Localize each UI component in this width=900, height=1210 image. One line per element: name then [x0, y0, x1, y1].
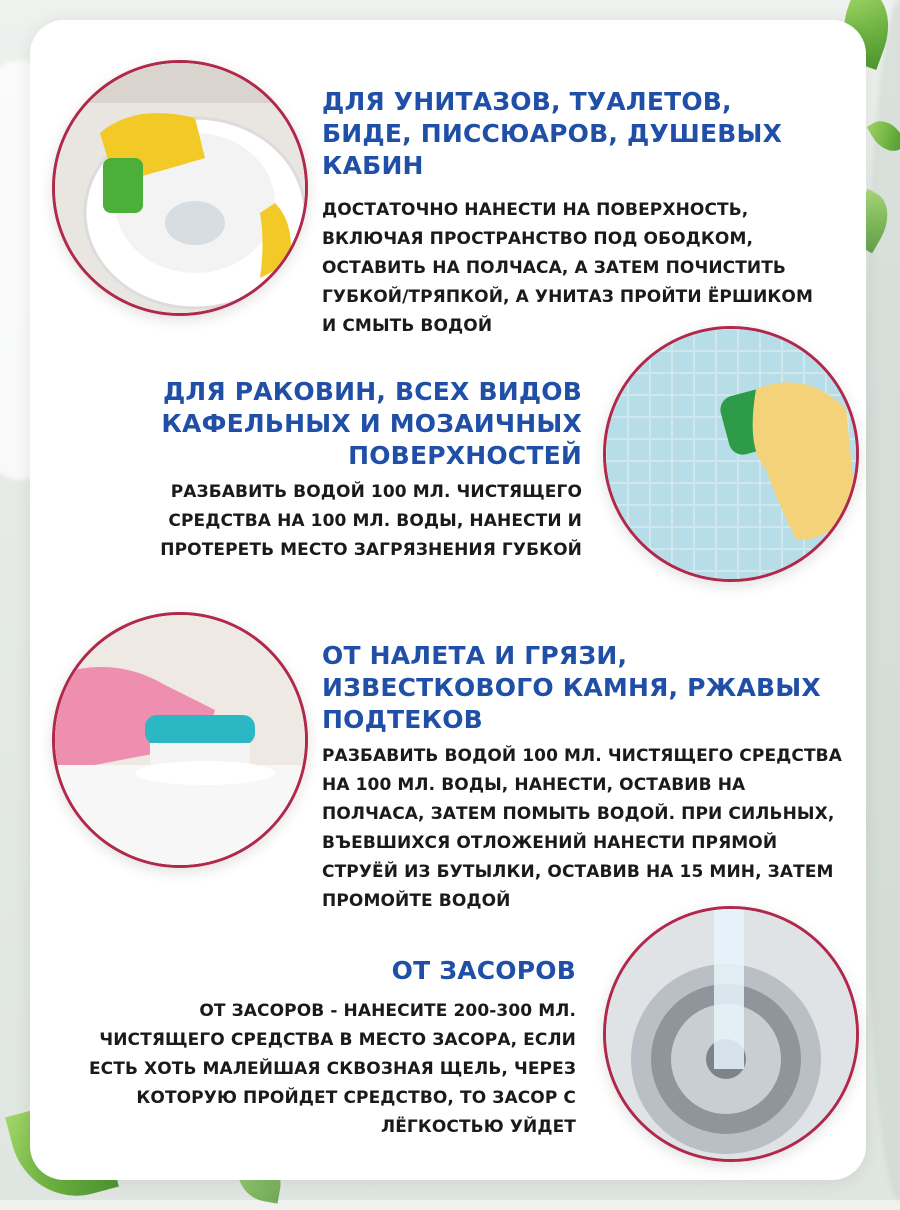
section-limescale-rust [322, 640, 842, 916]
section-clogs [86, 955, 576, 1142]
background-blur-right [860, 0, 900, 1200]
section-description: РАЗБАВИТЬ ВОДОЙ 100 МЛ. ЧИСТЯЩЕГО СРЕДСТВА НА 100 МЛ. ВОДЫ, НАНЕСТИ, ОСТАВИВ НА ПОЛЧАСА, ЗАТЕМ ПОМЫТЬ ВОДОЙ. ПРИ СИЛЬНЫХ, ВЪЕВШИХСЯ ОТЛОЖЕНИЙ НАНЕСТИ ПРЯМОЙ СТРУЁЙ ИЗ БУТЫЛКИ, ОСТАВИВ НА 15 МИН, ЗАТЕМ ПРОМОЙТЕ ВОДОЙ [322, 746, 842, 911]
section-toilets [322, 86, 822, 341]
section-title: ОТ ЗАСОРОВ [391, 956, 576, 985]
section-description: ОТ ЗАСОРОВ - НАНЕСИТЕ 200-300 МЛ. ЧИСТЯЩЕГО СРЕДСТВА В МЕСТО ЗАСОРА, ЕСЛИ ЕСТЬ ХОТЬ МАЛЕЙШАЯ СКВОЗНАЯ ЩЕЛЬ, ЧЕРЕЗ КОТОРУЮ ПРОЙДЕТ СРЕДСТВО, ТО ЗАСОР С ЛЁГКОСТЬЮ УЙДЕТ [88, 1001, 576, 1137]
section-sinks-tiles [70, 376, 582, 565]
sink-drain-photo [603, 906, 859, 1162]
section-description: РАЗБАВИТЬ ВОДОЙ 100 МЛ. ЧИСТЯЩЕГО СРЕДСТВА НА 100 МЛ. ВОДЫ, НАНЕСТИ И ПРОТЕРЕТЬ МЕСТО ЗАГРЯЗНЕНИЯ ГУБКОЙ [160, 482, 582, 560]
brush-scrubbing-photo [52, 612, 308, 868]
section-title: ДЛЯ УНИТАЗОВ, ТУАЛЕТОВ, БИДЕ, ПИССЮАРОВ, ДУШЕВЫХ КАБИН [322, 87, 783, 180]
section-title: ДЛЯ РАКОВИН, ВСЕХ ВИДОВ КАФЕЛЬНЫХ И МОЗАИЧНЫХ ПОВЕРХНОСТЕЙ [161, 377, 582, 470]
section-title: ОТ НАЛЕТА И ГРЯЗИ, ИЗВЕСТКОВОГО КАМНЯ, РЖАВЫХ ПОДТЕКОВ [322, 641, 821, 734]
section-description: ДОСТАТОЧНО НАНЕСТИ НА ПОВЕРХНОСТЬ, ВКЛЮЧАЯ ПРОСТРАНСТВО ПОД ОБОДКОМ, ОСТАВИТЬ НА ПОЛЧАСА, А ЗАТЕМ ПОЧИСТИТЬ ГУБКОЙ/ТРЯПКОЙ, А УНИТАЗ ПРОЙТИ ЁРШИКОМ И СМЫТЬ ВОДОЙ [322, 200, 813, 336]
toilet-cleaning-photo [52, 60, 308, 316]
tile-sponge-photo [603, 326, 859, 582]
